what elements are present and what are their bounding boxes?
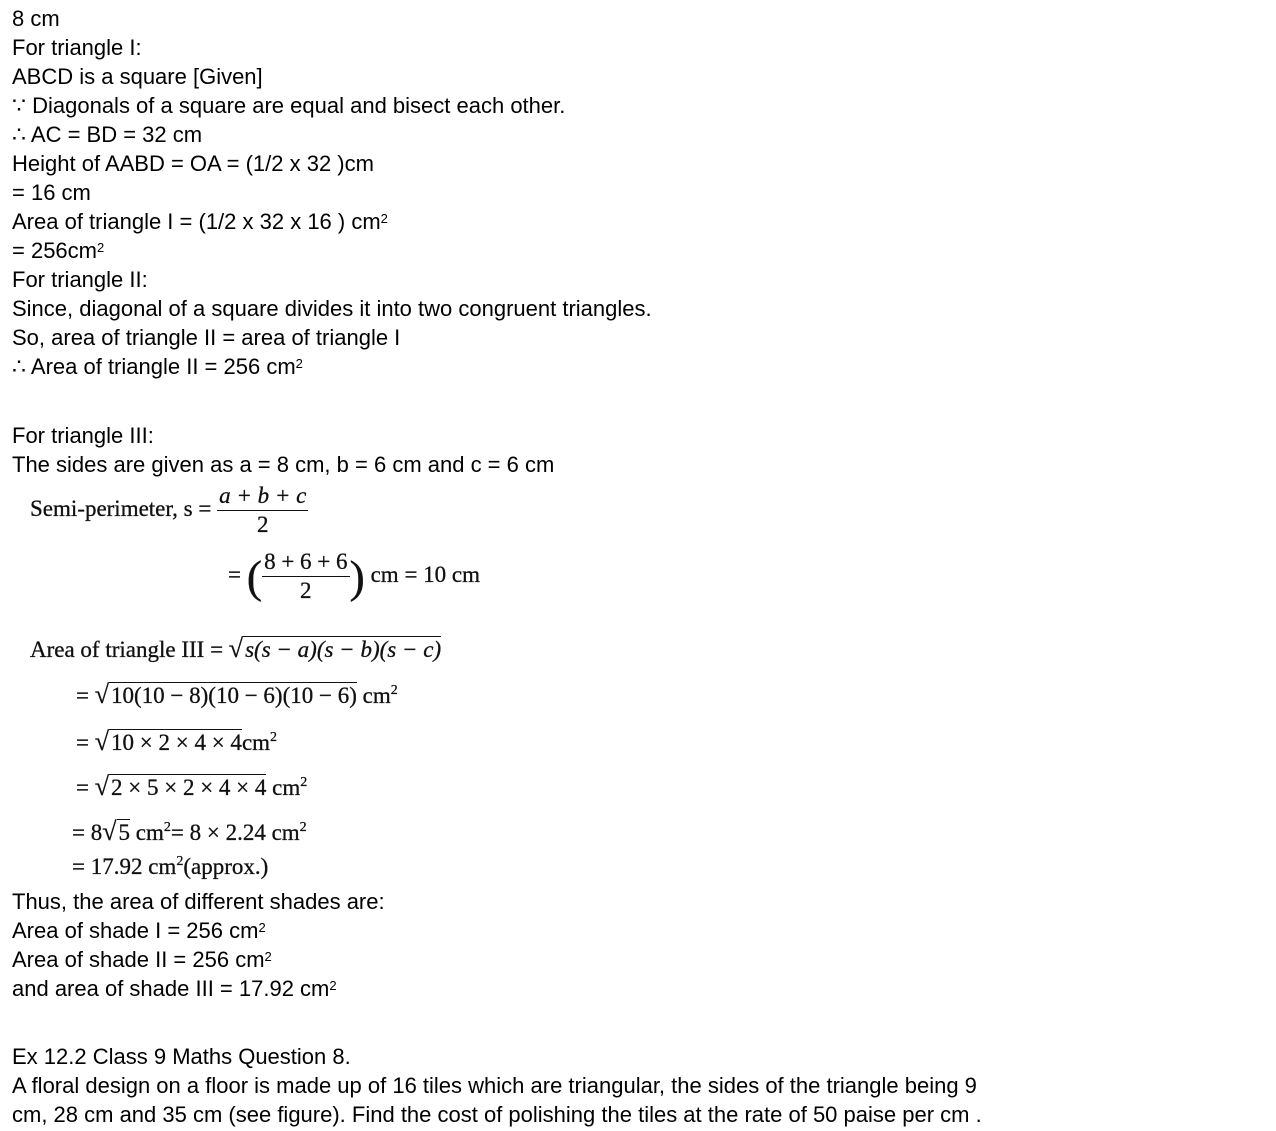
- superscript: 2: [264, 949, 272, 964]
- line-text: For triangle II:: [12, 267, 148, 292]
- equals: =: [76, 730, 89, 755]
- superscript: 2: [329, 978, 337, 993]
- step-3: = √2 × 5 × 2 × 4 × 4 $cm^2$: [76, 772, 308, 801]
- radicand: 2 × 5 × 2 × 4 × 4: [111, 775, 267, 800]
- radicand: 10(10 − 8)(10 − 6)(10 − 6): [111, 683, 357, 708]
- text-line: [12, 209, 388, 235]
- text-line: [12, 947, 272, 973]
- line-text: and area of shade III = 17.92 cm: [12, 976, 330, 1001]
- text-line: [12, 1102, 982, 1128]
- text-line: [12, 976, 337, 1002]
- superscript: 2: [258, 920, 266, 935]
- numerator: 8 + 6 + 6: [262, 548, 349, 577]
- result: = 17.92 cm: [72, 854, 177, 879]
- text-line: [12, 6, 60, 32]
- denominator: 2: [300, 578, 312, 603]
- superscript: 2: [295, 356, 303, 371]
- exponent: 2: [300, 775, 308, 790]
- line-text: The sides are given as a = 8 cm, b = 6 cm and c = 6 cm: [12, 452, 555, 477]
- semi-perimeter-formula: [30, 482, 308, 539]
- equals: =: [76, 775, 89, 800]
- unit: cm: [241, 730, 271, 755]
- text-line: [12, 423, 154, 449]
- equals: =: [76, 683, 89, 708]
- text-line: [12, 1044, 351, 1070]
- exponent: 2: [163, 820, 171, 835]
- approximation: = 8 × 2.24 cm: [170, 820, 300, 845]
- superscript: 2: [97, 240, 105, 255]
- line-text: Area of triangle I = (1/2 x 32 x 16 ) cm: [12, 209, 381, 234]
- line-text: Since, diagonal of a square divides it into two congruent triangles.: [12, 296, 652, 321]
- approx-note: (approx.): [183, 854, 269, 879]
- text-line: [12, 93, 565, 119]
- text-line: [12, 918, 266, 944]
- text-line: [12, 122, 202, 148]
- equals: =: [228, 561, 241, 587]
- numerator: a + b + c: [217, 482, 308, 511]
- semi-perimeter-value: = ( $\frac{8 + 6 + 6}{2}$ ) cm = 10 cm: [228, 549, 481, 603]
- line-text: ∴ Area of triangle II = 256 cm: [12, 354, 296, 379]
- line-text: For triangle III:: [12, 423, 154, 448]
- line-text: A floral design on a floor is made up of 16 tiles which are triangular, the sides of the triangle being 9: [12, 1073, 977, 1098]
- step-1: = √10(10 − 8)(10 − 6)(10 − 6) $cm^2$: [76, 680, 398, 709]
- line-text: Ex 12.2 Class 9 Maths Question 8.: [12, 1044, 351, 1069]
- fraction: [262, 548, 349, 605]
- line-text: cm, 28 cm and 35 cm (see figure). Find the cost of polishing the tiles at the rate of 50 paise per cm .: [12, 1102, 982, 1127]
- exponent: 2: [390, 683, 398, 698]
- line-text: So, area of triangle II = area of triangle I: [12, 325, 401, 350]
- text-line: [12, 296, 652, 322]
- text-line: [12, 1073, 977, 1099]
- line-text: ∵ Diagonals of a square are equal and bisect each other.: [12, 93, 566, 118]
- coefficient: = 8: [72, 820, 103, 845]
- line-text: Area of shade I = 256 cm: [12, 918, 259, 943]
- text-line: [12, 267, 148, 293]
- exponent: 2: [176, 854, 184, 869]
- text-line: [12, 151, 374, 177]
- superscript: 2: [380, 211, 388, 226]
- heron-formula: Area of triangle III = √s(s − a)(s − b)(s − c): [30, 634, 442, 663]
- unit: cm: [272, 775, 301, 800]
- step-4: = 8√5 $cm^2= 8 \times 2.24$ $cm^2$: [72, 817, 307, 846]
- line-text: = 256cm: [12, 238, 97, 263]
- fraction: [217, 482, 308, 539]
- line-text: ∴ AC = BD = 32 cm: [12, 122, 203, 147]
- exponent: 2: [270, 730, 278, 745]
- line-text: = 16 cm: [12, 180, 91, 205]
- result: cm = 10 cm: [370, 561, 481, 587]
- line-text: For triangle I:: [12, 35, 142, 60]
- line-text: Thus, the area of different shades are:: [12, 889, 385, 914]
- step-5: [72, 854, 268, 880]
- unit: cm: [135, 820, 164, 845]
- radicand: s(s − a)(s − b)(s − c): [245, 637, 442, 662]
- text-line: [12, 238, 104, 264]
- line-text: ABCD is a square [Given]: [12, 64, 263, 89]
- text-line: [12, 452, 554, 478]
- semi-perimeter-label: Semi-perimeter, s =: [30, 495, 212, 521]
- radicand: 5: [118, 820, 131, 845]
- line-text: Area of shade II = 256 cm: [12, 947, 265, 972]
- text-line: [12, 354, 303, 380]
- exponent: 2: [299, 820, 307, 835]
- text-line: [12, 889, 385, 915]
- step-2: = $√10 \times 2 \times 4 \times 4cm^2$: [76, 727, 278, 756]
- text-line: [12, 35, 142, 61]
- area-label: Area of triangle III =: [30, 637, 224, 662]
- text-line: [12, 64, 263, 90]
- line-text: 8 cm: [12, 6, 60, 31]
- text-line: [12, 325, 400, 351]
- radicand: 10 × 2 × 4 × 4: [111, 730, 242, 755]
- unit: cm: [362, 683, 391, 708]
- line-text: Height of AABD = OA = (1/2 x 32 )cm: [12, 151, 374, 176]
- denominator: 2: [256, 512, 269, 537]
- text-line: [12, 180, 91, 206]
